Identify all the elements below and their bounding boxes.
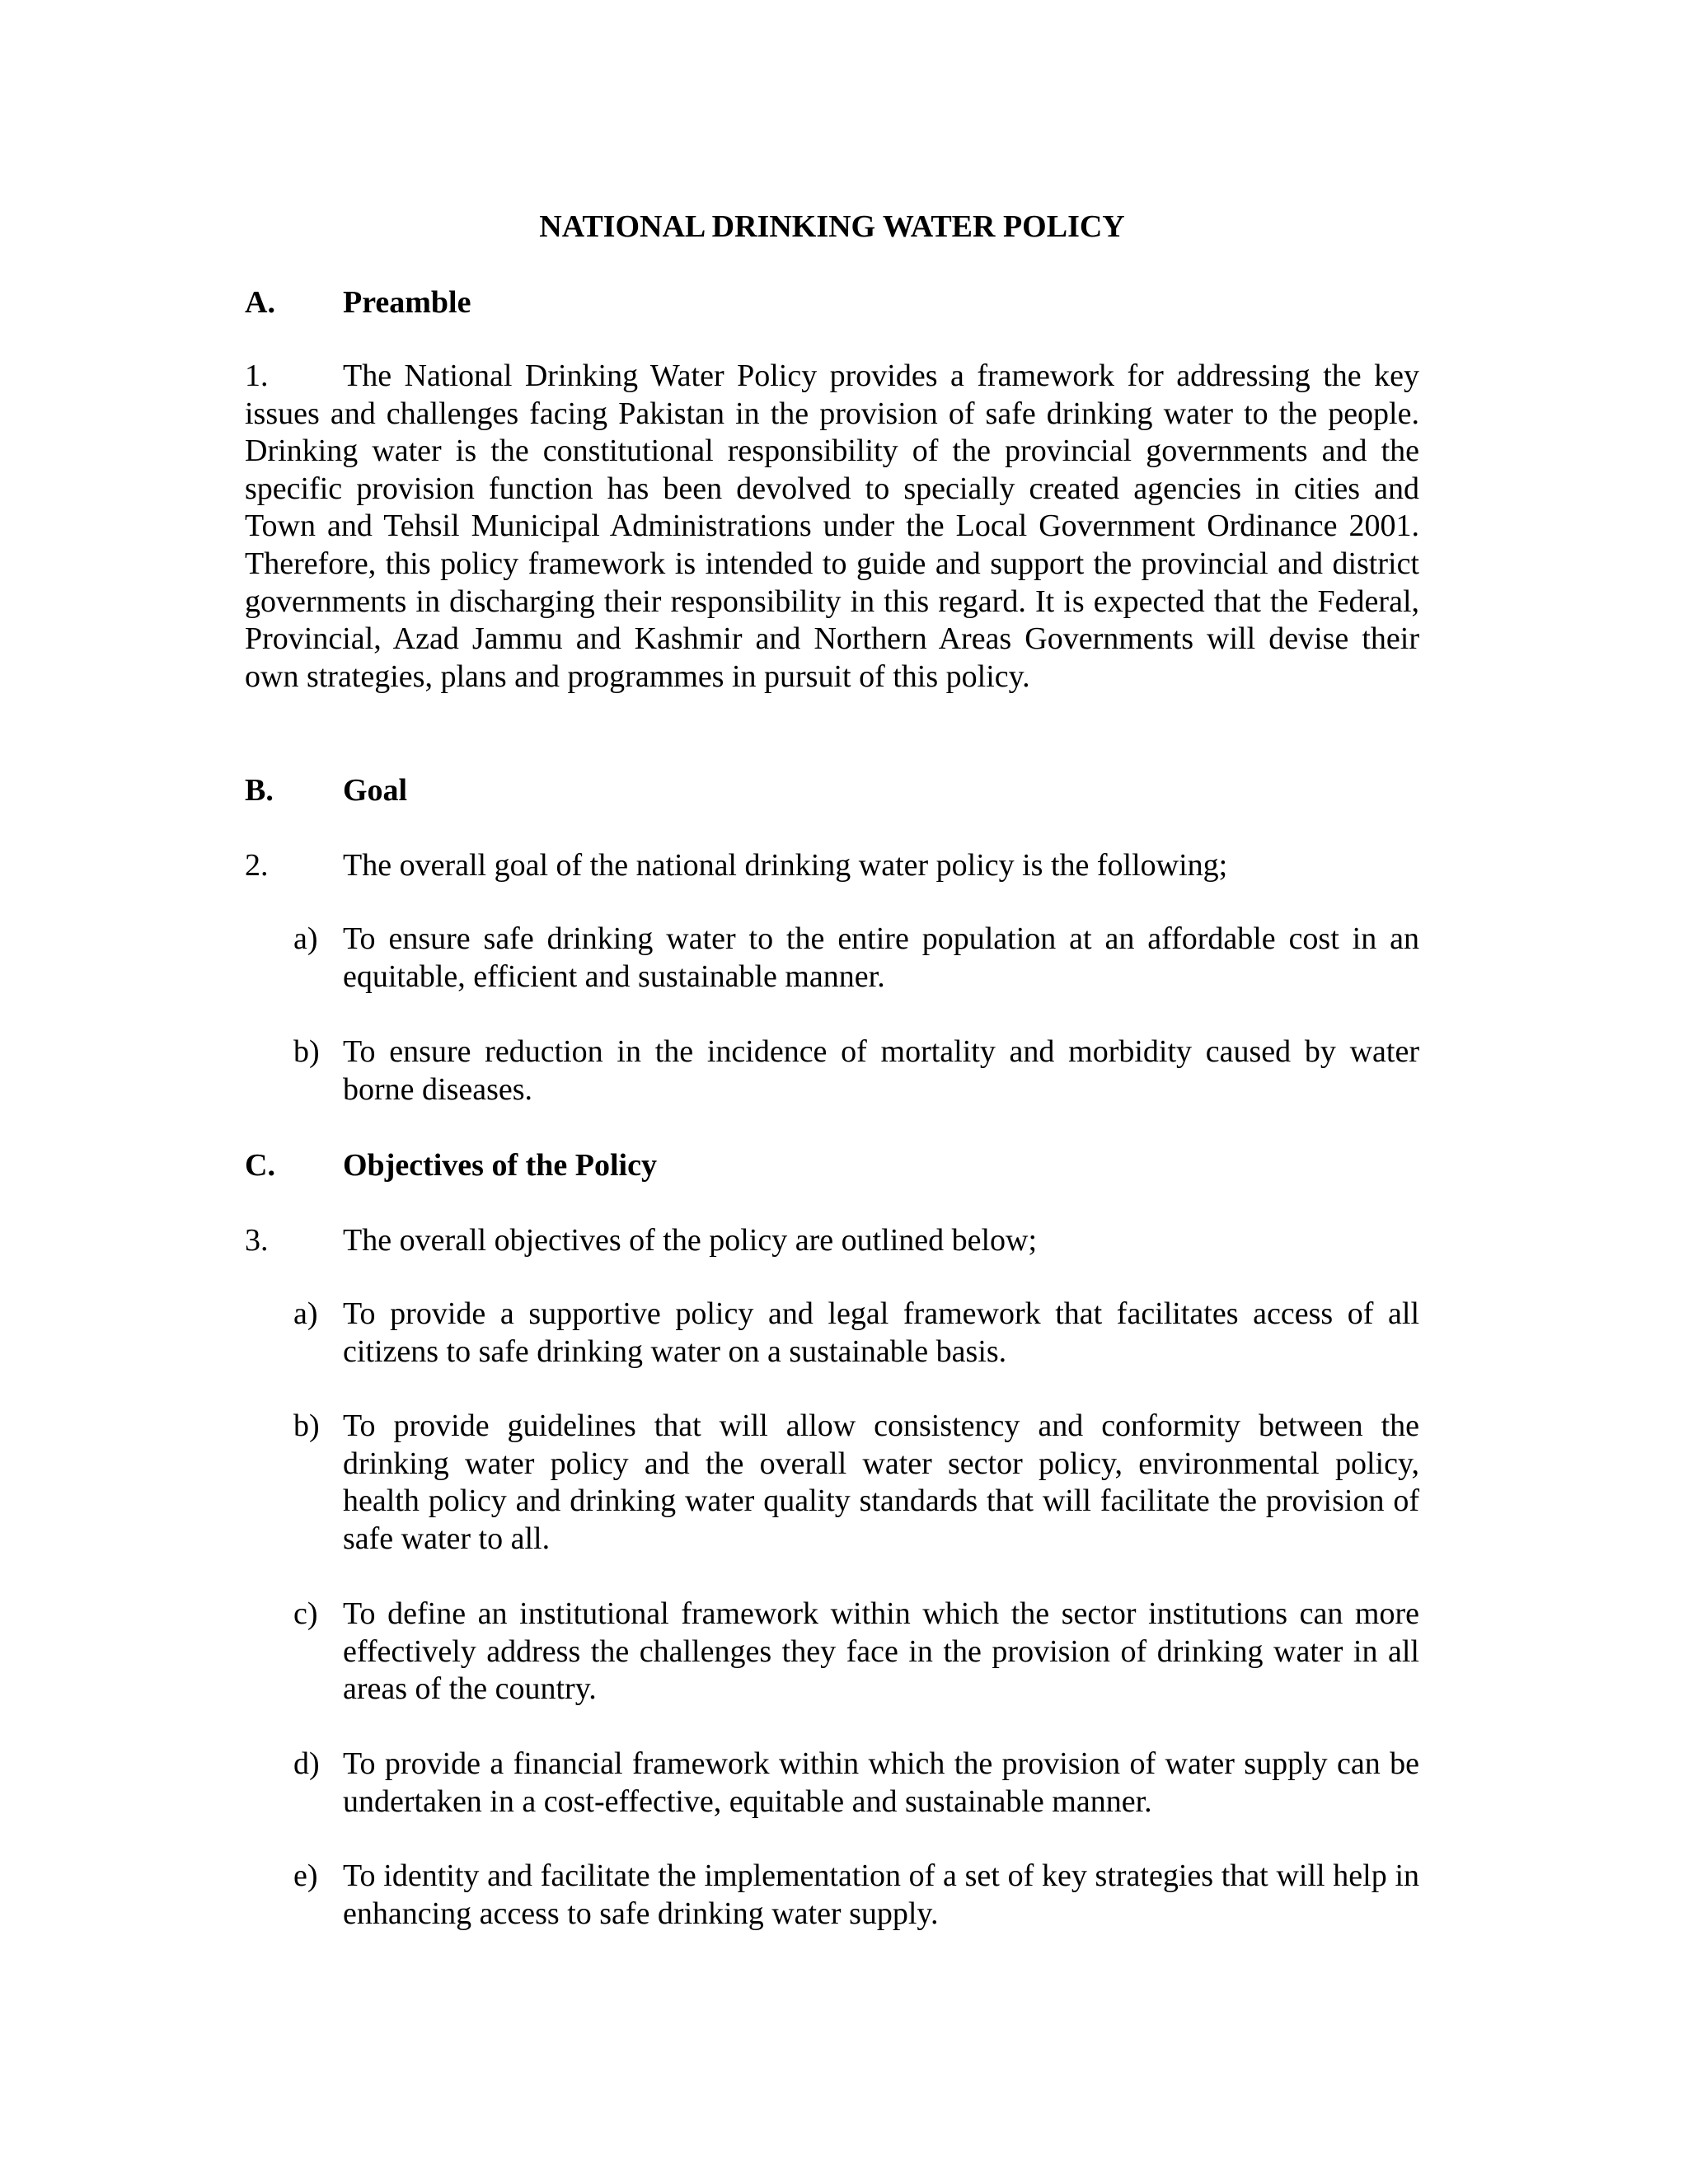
- goal-item-b: [293, 1033, 1419, 1108]
- list-item-text: To ensure safe drinking water to the entire population at an affordable cost in an equitable, efficient and sustainable manner.: [343, 921, 1419, 994]
- list-marker: a): [293, 921, 318, 956]
- section-title: Goal: [343, 773, 408, 808]
- list-item-text: To provide guidelines that will allow consistency and conformity between the drinking water policy and the overall water sector policy, environmental policy, health policy and drinking water quality standards that will facilitate the provision of safe water to all.: [343, 1408, 1419, 1556]
- paragraph-text: The overall objectives of the policy are outlined below;: [343, 1223, 1038, 1258]
- objective-item-d: [293, 1746, 1419, 1821]
- objective-item-a: [293, 1296, 1419, 1371]
- list-marker: e): [293, 1858, 318, 1893]
- section-title: Objectives of the Policy: [343, 1148, 657, 1183]
- list-item-text: To define an institutional framework within which the sector institutions can more effectively address the challenges they face in the provision of drinking water in all areas of the country.: [343, 1596, 1419, 1707]
- section-letter: B.: [245, 773, 274, 808]
- paragraph-1: 1. The National Drinking Water Policy provides a framework for addressing the key issues and challenges facing Pakistan in the provision of safe drinking water to the people. Drinking water is the constitutional responsibility of the provincial governments and the specific provision function has been devolved to specially created agencies in cities and Town and Tehsil Municipal Administrations under the Local Government Ordinance 2001. Therefore, this policy framework is intended to guide and support the provincial and district governments in discharging their responsibility in this regard. It is expected that the Federal, Provincial, Azad Jammu and Kashmir and Northern Areas Governments will devise their own strategies, plans and programmes in pursuit of this policy.: [245, 359, 1419, 694]
- section-letter: A.: [245, 285, 275, 320]
- document-title: NATIONAL DRINKING WATER POLICY: [539, 209, 1125, 244]
- paragraph-number: 3.: [245, 1223, 269, 1258]
- objective-item-b: [293, 1408, 1419, 1558]
- list-item-text: To provide a financial framework within which the provision of water supply can be undertaken in a cost-effective, equitable and sustainable manner.: [343, 1746, 1419, 1819]
- list-marker: d): [293, 1746, 320, 1781]
- list-marker: b): [293, 1034, 320, 1069]
- paragraph-text: The overall goal of the national drinking water policy is the following;: [343, 848, 1228, 883]
- objective-item-e: [293, 1858, 1419, 1933]
- list-item-text: To identity and facilitate the implementation of a set of key strategies that will help in enhancing access to safe drinking water supply.: [343, 1858, 1419, 1931]
- list-marker: a): [293, 1296, 318, 1331]
- list-marker: b): [293, 1408, 320, 1443]
- paragraph-text: The National Drinking Water Policy provides a framework for addressing the key issues and challenges facing Pakistan in the provision of safe drinking water to the people. Drinking water is the constitutional responsibility of the provincial governments and the specific provision function has been devolved to specially created agencies in cities and Town and Tehsil Municipal Administrations under the Local Government Ordinance 2001. Therefore, this policy framework is intended to guide and support the provincial and district governments in discharging their responsibility in this regard. It is expected that the Federal, Provincial, Azad Jammu and Kashmir and Northern Areas Governments will devise their own strategies, plans and programmes in pursuit of this policy.: [245, 359, 1419, 694]
- objective-item-c: [293, 1596, 1419, 1708]
- list-marker: c): [293, 1596, 318, 1631]
- goal-item-a: [293, 921, 1419, 996]
- section-title: Preamble: [343, 285, 471, 320]
- list-item-text: To ensure reduction in the incidence of mortality and morbidity caused by water borne diseases.: [343, 1034, 1419, 1107]
- list-item-text: To provide a supportive policy and legal framework that facilitates access of all citizens to safe drinking water on a sustainable basis.: [343, 1296, 1419, 1369]
- section-letter: C.: [245, 1148, 275, 1183]
- paragraph-number: 2.: [245, 848, 269, 883]
